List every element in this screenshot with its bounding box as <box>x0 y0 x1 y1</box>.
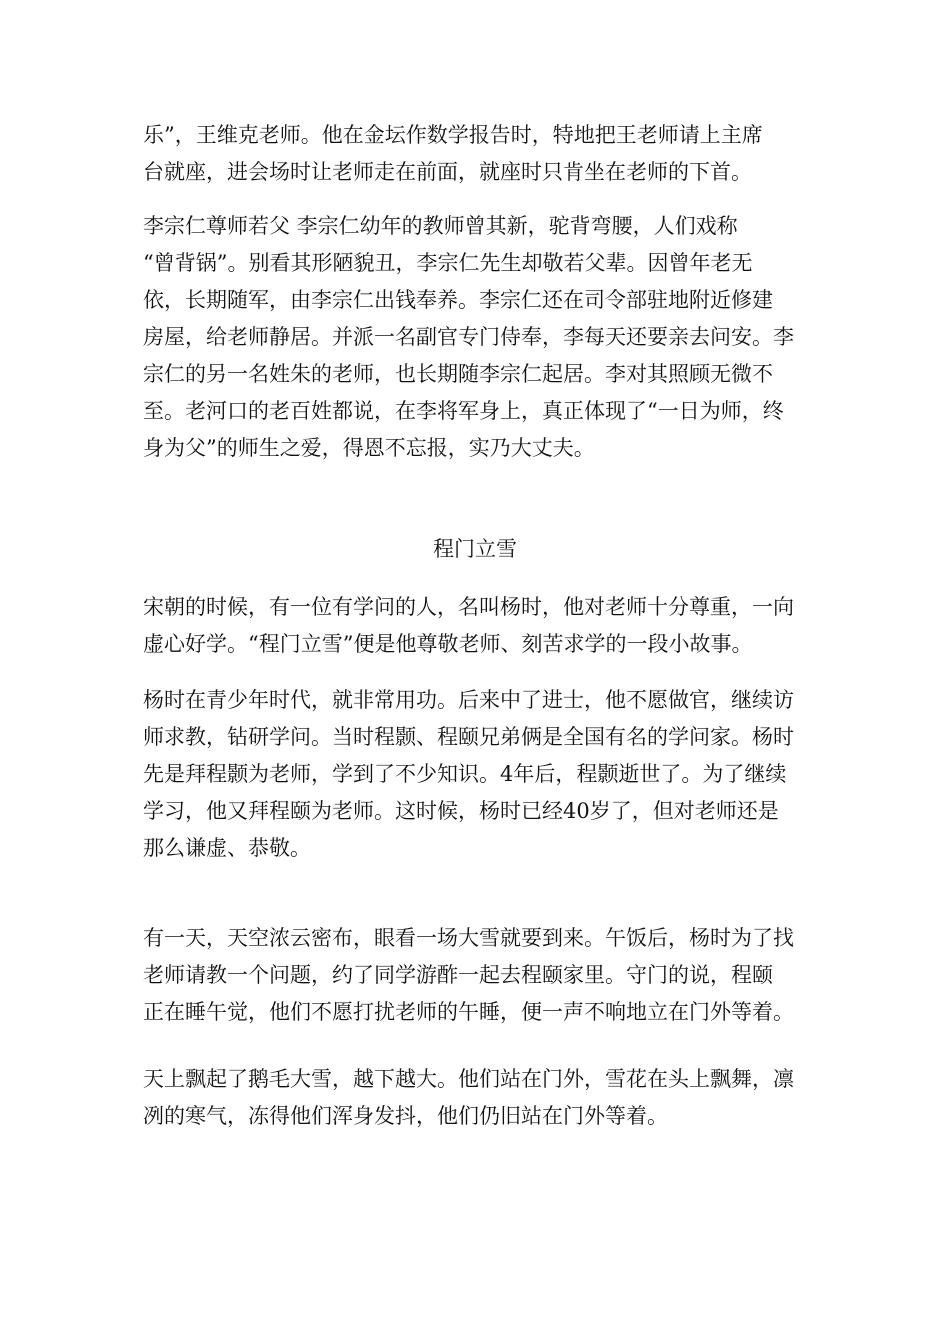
text-line: 先是拜程颢为老师，学到了不少知识。4年后，程颢逝世了。为了继续 <box>143 762 787 786</box>
text-line: 杨时在青少年时代，就非常用功。后来中了进士，他不愿做官，继续访 <box>143 688 794 712</box>
text-line: 天上飘起了鹅毛大雪，越下越大。他们站在门外，雪花在头上飘舞，凛 <box>143 1067 794 1091</box>
paragraph-yang-shi-youth <box>143 682 813 867</box>
text-line: 正在睡午觉，他们不愿打扰老师的午睡，便一声不响地立在门外等着。 <box>143 1000 794 1024</box>
paragraph-wang-weike <box>143 117 813 191</box>
text-line: 学习，他又拜程颐为老师。这时候，杨时已经40岁了，但对老师还是 <box>143 799 779 823</box>
text-line: 冽的寒气，冻得他们浑身发抖，他们仍旧站在门外等着。 <box>143 1104 668 1128</box>
text-line: 李宗仁尊师若父 李宗仁幼年的教师曾其新，驼背弯腰，人们戏称 <box>143 214 738 238</box>
section-title: 程门立雪 <box>433 537 517 561</box>
paragraph-one-day <box>143 920 813 1031</box>
text-line: 宋朝的时候，有一位有学问的人，名叫杨时，他对老师十分尊重，一向 <box>143 595 794 619</box>
text-line: 虚心好学。“程门立雪”便是他尊敬老师、刻苦求学的一段小故事。 <box>143 632 753 656</box>
text-line: 台就座，进会场时让老师走在前面，就座时只肯坐在老师的下首。 <box>143 160 752 184</box>
text-line: 身为父”的师生之爱，得恩不忘报，实乃大丈夫。 <box>143 436 595 460</box>
text-line: 师求教，钻研学问。当时程颢、程颐兄弟俩是全国有名的学问家。杨时 <box>143 725 794 749</box>
text-line: 宗仁的另一名姓朱的老师，也长期随李宗仁起居。李对其照顾无微不 <box>143 362 773 386</box>
text-line: 那么谦虚、恭敬。 <box>143 836 311 860</box>
text-line: 老师请教一个问题，约了同学游酢一起去程颐家里。守门的说，程颐 <box>143 963 773 987</box>
paragraph-song-dynasty <box>143 589 813 663</box>
text-line: 房屋，给老师静居。并派一名副官专门侍奉，李每天还要亲去问安。李 <box>143 325 794 349</box>
paragraph-li-zongren <box>143 208 813 467</box>
text-line: “曾背锅”。别看其形陋貌丑，李宗仁先生却敬若父辈。因曾年老无 <box>143 251 753 275</box>
text-line: 有一天，天空浓云密布，眼看一场大雪就要到来。午饭后，杨时为了找 <box>143 926 794 950</box>
paragraph-snowfall <box>143 1061 813 1135</box>
text-line: 依，长期随军，由李宗仁出钱奉养。李宗仁还在司令部驻地附近修建 <box>143 288 773 312</box>
text-line: 乐”，王维克老师。他在金坛作数学报告时，特地把王老师请上主席 <box>143 123 763 147</box>
text-line: 至。老河口的老百姓都说，在李将军身上，真正体现了“一日为师，终 <box>143 399 784 423</box>
